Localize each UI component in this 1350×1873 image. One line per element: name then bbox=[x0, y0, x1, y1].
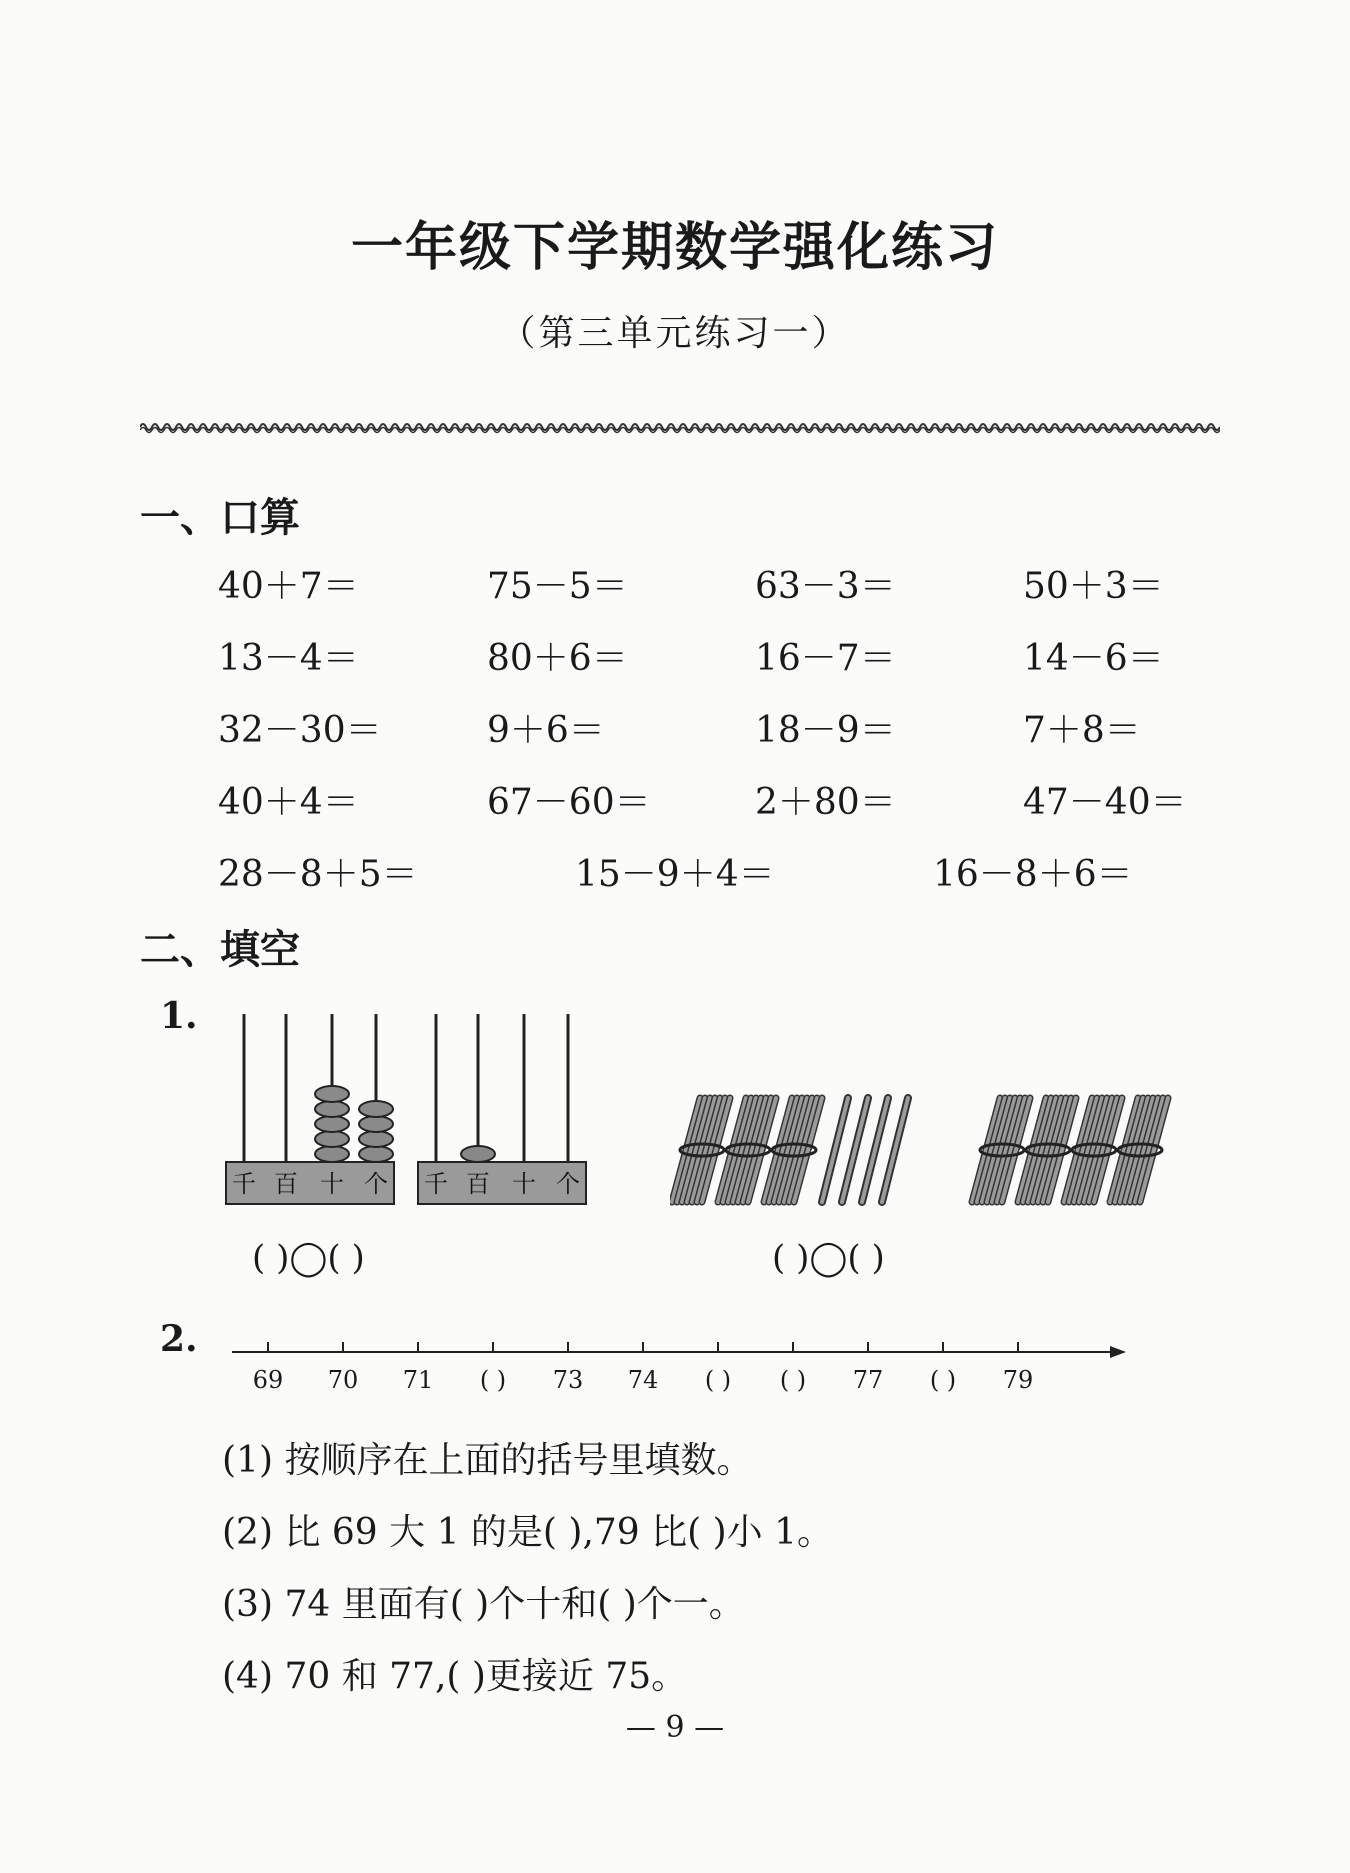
abacus-bead bbox=[359, 1116, 393, 1132]
equation: 63－3＝ bbox=[755, 566, 896, 607]
abacus-label: 个 bbox=[556, 1170, 580, 1198]
page-subtitle: （第三单元练习一） bbox=[499, 313, 851, 354]
question-item: (3) 74 里面有( )个十和( )个一。 bbox=[222, 1584, 745, 1625]
equation: 40＋7＝ bbox=[218, 566, 359, 607]
abacus-label: 十 bbox=[512, 1170, 536, 1198]
equation: 47－40＝ bbox=[1023, 782, 1187, 823]
number-line-blank[interactable]: ( ) bbox=[479, 1366, 507, 1394]
compare-blank-left[interactable]: ( )◯( ) bbox=[252, 1238, 365, 1278]
section-heading-oral: 一、口算 bbox=[140, 495, 300, 541]
number-line-label: 71 bbox=[402, 1366, 434, 1394]
number-line-label: 69 bbox=[252, 1366, 284, 1394]
equation: 80＋6＝ bbox=[487, 638, 628, 679]
compare-blank-right[interactable]: ( )◯( ) bbox=[772, 1238, 885, 1278]
equation: 67－60＝ bbox=[487, 782, 651, 823]
abacus-label: 个 bbox=[364, 1170, 388, 1198]
abacus-label: 十 bbox=[320, 1170, 344, 1198]
number-line-blank[interactable]: ( ) bbox=[929, 1366, 957, 1394]
abacus-bead bbox=[315, 1131, 349, 1147]
abacus-label: 千 bbox=[424, 1170, 448, 1198]
number-line-blank[interactable]: ( ) bbox=[704, 1366, 732, 1394]
abacus-label: 百 bbox=[466, 1170, 490, 1198]
abacus-label: 千 bbox=[232, 1170, 256, 1198]
equation: 18－9＝ bbox=[755, 710, 896, 751]
equation: 14－6＝ bbox=[1023, 638, 1164, 679]
question-number: 2. bbox=[160, 1318, 198, 1360]
section-heading-fill: 二、填空 bbox=[140, 927, 300, 973]
wavy-divider bbox=[140, 420, 1220, 434]
number-line-label: 70 bbox=[327, 1366, 359, 1394]
page-number: — 9 — bbox=[625, 1710, 725, 1745]
number-line-blank[interactable]: ( ) bbox=[779, 1366, 807, 1394]
abacus-bead bbox=[359, 1131, 393, 1147]
page-title: 一年级下学期数学强化练习 bbox=[350, 218, 999, 278]
question-number: 1. bbox=[160, 995, 198, 1037]
abacus-right bbox=[414, 1010, 590, 1206]
abacus-bead bbox=[315, 1116, 349, 1132]
equation: 40＋4＝ bbox=[218, 782, 359, 823]
equation: 75－5＝ bbox=[487, 566, 628, 607]
question-item: (1) 按顺序在上面的括号里填数。 bbox=[222, 1440, 753, 1481]
stick-bundles bbox=[670, 1090, 1190, 1210]
equation: 7＋8＝ bbox=[1023, 710, 1141, 751]
abacus-bead bbox=[359, 1146, 393, 1162]
question-item: (4) 70 和 77,( )更接近 75。 bbox=[222, 1656, 688, 1697]
equation: 32－30＝ bbox=[218, 710, 382, 751]
equation: 9＋6＝ bbox=[487, 710, 605, 751]
equation: 13－4＝ bbox=[218, 638, 359, 679]
number-line-label: 73 bbox=[552, 1366, 584, 1394]
equation: 50＋3＝ bbox=[1023, 566, 1164, 607]
abacus-bead bbox=[315, 1146, 349, 1162]
equation: 16－7＝ bbox=[755, 638, 896, 679]
abacus-bead bbox=[315, 1086, 349, 1102]
number-line-label: 77 bbox=[852, 1366, 884, 1394]
number-line-label: 74 bbox=[627, 1366, 659, 1394]
abacus-left bbox=[222, 1010, 398, 1206]
question-item: (2) 比 69 大 1 的是( ),79 比( )小 1。 bbox=[222, 1512, 834, 1553]
abacus-bead bbox=[315, 1101, 349, 1117]
equation: 2＋80＝ bbox=[755, 782, 896, 823]
abacus-bead bbox=[359, 1101, 393, 1117]
number-line-label: 79 bbox=[1002, 1366, 1034, 1394]
equation: 28－8＋5＝ bbox=[218, 854, 418, 895]
abacus-label: 百 bbox=[274, 1170, 298, 1198]
equation: 16－8＋6＝ bbox=[933, 854, 1133, 895]
equation: 15－9＋4＝ bbox=[575, 854, 775, 895]
